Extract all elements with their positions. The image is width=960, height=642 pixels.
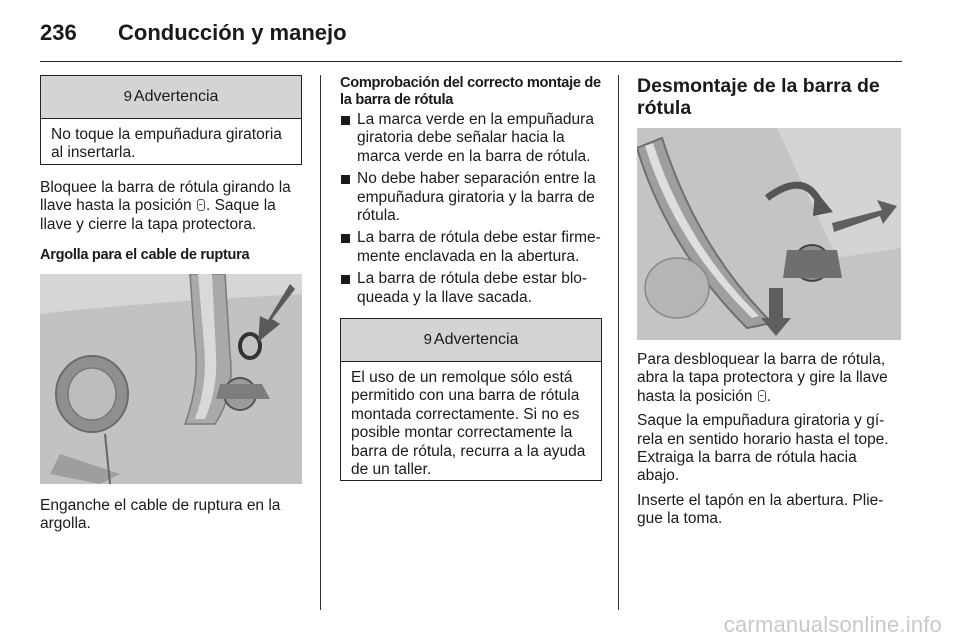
column-right	[637, 75, 901, 119]
subheading: Comprobación del correcto montaje de la barra de rótula	[340, 75, 601, 108]
warning-icon: 9	[423, 331, 432, 349]
warning-icon: 9	[123, 88, 132, 105]
header-rule	[40, 61, 902, 62]
list-item: La marca verde en la empuñadura giratoria debe señalar hacia la marca verde en la barra de rótula.	[340, 111, 602, 166]
column-middle	[340, 75, 602, 481]
warning-box	[340, 318, 602, 481]
checklist	[340, 111, 602, 307]
key-position-icon	[758, 390, 766, 402]
section-heading: Desmontaje de la barra de rótula	[637, 75, 880, 119]
paragraph-text: Bloquee la barra de rótula girando la llave hasta la posición	[40, 179, 291, 215]
subheading: Argolla para el cable de ruptura	[40, 247, 250, 264]
list-item: La barra de rótula debe estar blo-queada y la llave sacada.	[340, 270, 602, 307]
warning-box	[40, 75, 302, 165]
warning-title: Advertencia	[133, 88, 219, 105]
warning-text: No toque la empuñadura giratoria al insertarla.	[51, 126, 282, 162]
paragraph	[40, 179, 302, 234]
list-item: La barra de rótula debe estar firme-mente enclavada en la abertura.	[340, 229, 602, 266]
removal-instructions	[637, 351, 901, 529]
column-divider	[618, 75, 619, 610]
paragraph-text: . Saque la llave y cierre la tapa protectora.	[40, 197, 276, 233]
list-item: No debe haber separación entre la empuñadura giratoria y la barra de rótula.	[340, 170, 602, 225]
key-position-icon	[197, 199, 205, 211]
page-number: 236	[40, 20, 77, 45]
warning-header	[341, 319, 601, 362]
page-title: Conducción y manejo	[118, 20, 347, 45]
page-header	[40, 14, 902, 58]
warning-text: El uso de un remolque sólo está permitido con una barra de rótula montada correctamente. Si no es posible montar correctamente la barra de rótula, recurra a la ayuda de un taller.	[351, 369, 586, 479]
warning-header	[41, 76, 301, 119]
caption-block	[40, 497, 302, 534]
towing-eye-illustration	[40, 274, 302, 484]
paragraph: Saque la empuñadura giratoria y gí-rela en sentido horario hasta el tope. Extraiga la barra de rótula hacia abajo.	[637, 412, 889, 485]
watermark: carmanualsonline.info	[723, 612, 942, 637]
paragraph: Inserte el tapón en la abertura. Plie-gue la toma.	[637, 491, 884, 528]
column-divider	[320, 75, 321, 610]
paragraph-text: .	[766, 387, 772, 405]
tow-bar-removal-illustration	[637, 128, 901, 340]
paragraph	[637, 351, 901, 406]
caption: Enganche el cable de ruptura en la argolla.	[40, 497, 281, 533]
paragraph-text: Para desbloquear la barra de rótula, abra la tapa protectora y gire la llave hasta la posición	[637, 351, 888, 405]
column-left	[40, 75, 302, 265]
warning-title: Advertencia	[433, 331, 519, 349]
